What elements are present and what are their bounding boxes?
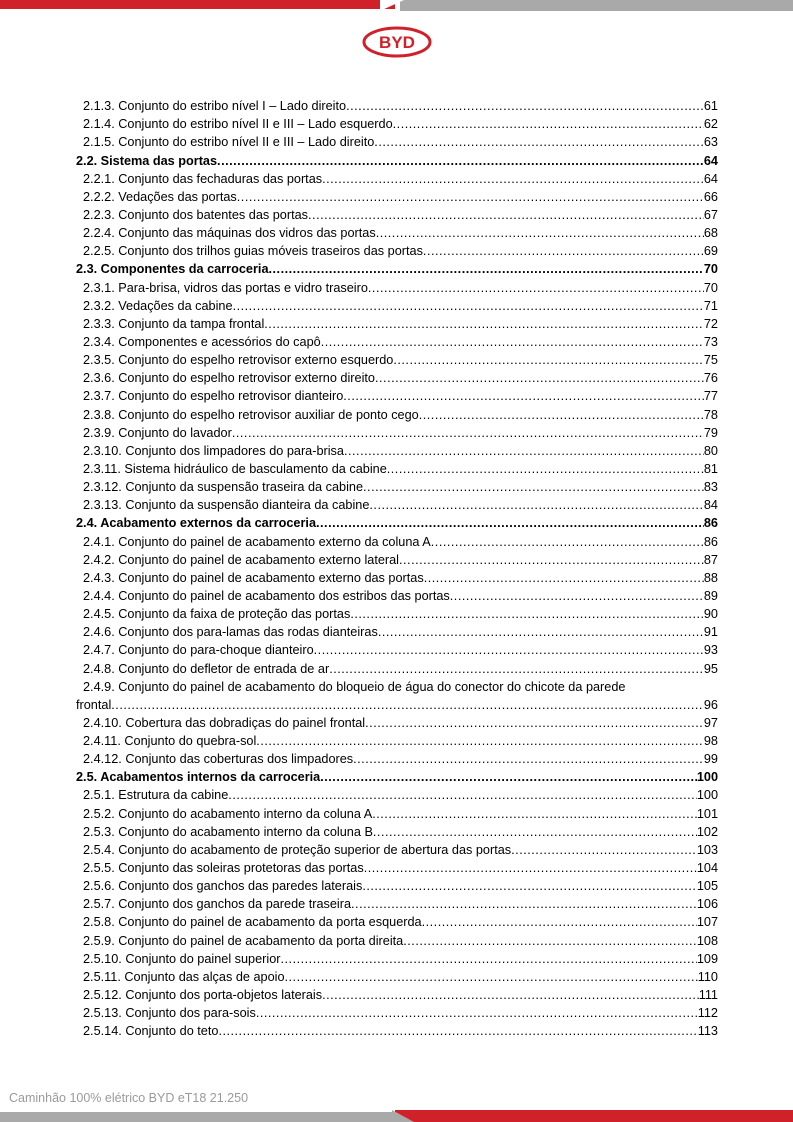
- toc-entry[interactable]: [76, 331, 718, 349]
- footer-stripe-divider: [392, 1110, 414, 1122]
- toc-entry-title: 2.5.9. Conjunto do painel de acabamento da porta direita: [83, 933, 404, 948]
- toc-entry[interactable]: [76, 929, 718, 947]
- footer-red-stripe: [395, 1110, 793, 1122]
- toc-entry[interactable]: [76, 422, 718, 440]
- toc-entry-page: 66: [703, 189, 718, 204]
- toc-entry[interactable]: [76, 676, 718, 694]
- toc-entry-continuation[interactable]: [76, 694, 718, 712]
- toc-leader-dots: [450, 589, 704, 603]
- toc-leader-dots: [363, 480, 704, 494]
- toc-entry-title: 2.4. Acabamento externos da carroceria: [76, 516, 316, 531]
- toc-entry-page: 105: [696, 879, 718, 894]
- toc-leader-dots: [393, 353, 704, 367]
- toc-entry-page: 111: [698, 988, 718, 1003]
- toc-entry[interactable]: [76, 385, 718, 403]
- toc-entry-page: 103: [696, 842, 718, 857]
- toc-entry-page: 93: [703, 643, 718, 658]
- toc-section-heading[interactable]: [76, 258, 718, 276]
- toc-leader-dots: [314, 643, 704, 657]
- toc-entry[interactable]: [76, 168, 718, 186]
- toc-entry-title: 2.5.5. Conjunto das soleiras protetoras das portas: [83, 861, 364, 876]
- toc-entry[interactable]: [76, 349, 718, 367]
- toc-entry-page: 91: [703, 625, 718, 640]
- toc-entry-title: 2.3.7. Conjunto do espelho retrovisor dianteiro: [83, 389, 344, 404]
- toc-entry-title: 2.4.7. Conjunto do para-choque dianteiro: [83, 643, 314, 658]
- toc-entry[interactable]: [76, 585, 718, 603]
- toc-leader-dots: [232, 426, 704, 440]
- header-red-stripe: [0, 0, 395, 9]
- toc-entry-page: 96: [703, 697, 718, 712]
- header-gray-stripe: [400, 0, 793, 11]
- toc-entry[interactable]: [76, 567, 718, 585]
- toc-entry-page: 64: [703, 153, 718, 168]
- toc-entry-page: 73: [703, 334, 718, 349]
- footer-color-band: [0, 1108, 793, 1122]
- toc-leader-dots: [374, 135, 704, 149]
- toc-entry-title: 2.5.10. Conjunto do painel superior: [83, 951, 281, 966]
- header-color-band: [0, 0, 793, 14]
- toc-entry-title: 2.3. Componentes da carroceria: [76, 262, 269, 277]
- toc-entry-page: 63: [703, 135, 718, 150]
- toc-entry-title: 2.5.11. Conjunto das alças de apoio: [83, 969, 285, 984]
- toc-entry-title: 2.3.5. Conjunto do espelho retrovisor externo esquerdo: [83, 353, 394, 368]
- toc-entry-title: 2.3.12. Conjunto da suspensão traseira da cabine: [83, 480, 364, 495]
- toc-entry-page: 102: [696, 824, 718, 839]
- toc-entry[interactable]: [76, 440, 718, 458]
- toc-leader-dots: [375, 371, 704, 385]
- toc-entry[interactable]: [76, 730, 718, 748]
- toc-leader-dots: [369, 498, 703, 512]
- toc-entry[interactable]: [76, 458, 718, 476]
- toc-entry-title: 2.2.1. Conjunto das fechaduras das portas: [83, 171, 323, 186]
- toc-entry[interactable]: [76, 240, 718, 258]
- toc-entry-title: 2.2.5. Conjunto dos trilhos guias móveis traseiros das portas: [83, 244, 423, 259]
- toc-leader-dots: [329, 662, 704, 676]
- toc-entry-title: 2.1.5. Conjunto do estribo nível II e III – Lado direito: [83, 135, 375, 150]
- toc-entry[interactable]: [76, 802, 718, 820]
- toc-entry-page: 77: [703, 389, 718, 404]
- toc-leader-dots: [218, 1024, 697, 1038]
- toc-leader-dots: [423, 244, 704, 258]
- toc-section-heading[interactable]: [76, 766, 718, 784]
- toc-entry-title: 2.5.13. Conjunto dos para-sois: [83, 1006, 256, 1021]
- toc-entry-page: 79: [703, 425, 718, 440]
- toc-entry-title: 2.5.2. Conjunto do acabamento interno da coluna A: [83, 806, 373, 821]
- toc-entry[interactable]: [76, 530, 718, 548]
- toc-entry[interactable]: [76, 222, 718, 240]
- toc-leader-dots: [281, 952, 697, 966]
- toc-entry-title: 2.2.3. Conjunto dos batentes das portas: [83, 207, 309, 222]
- toc-entry[interactable]: [76, 113, 718, 131]
- toc-entry-page: 68: [703, 226, 718, 241]
- toc-entry-title: 2.2. Sistema das portas: [76, 153, 218, 168]
- toc-entry-title: 2.4.10. Cobertura das dobradiças do painel frontal: [83, 715, 366, 730]
- byd-logo: [361, 25, 433, 59]
- toc-entry[interactable]: [76, 748, 718, 766]
- toc-entry[interactable]: [76, 911, 718, 929]
- toc-entry[interactable]: [76, 276, 718, 294]
- toc-entry-title: 2.3.3. Conjunto da tampa frontal: [83, 316, 265, 331]
- toc-entry-title: 2.4.2. Conjunto do painel de acabamento externo lateral: [83, 552, 399, 567]
- toc-leader-dots: [368, 281, 704, 295]
- toc-entry-title: 2.1.4. Conjunto do estribo nível II e III – Lado esquerdo: [83, 117, 393, 132]
- toc-entry-title: 2.5.6. Conjunto dos ganchos das paredes laterais: [83, 879, 363, 894]
- toc-entry[interactable]: [76, 893, 718, 911]
- toc-entry-page: 113: [697, 1024, 718, 1039]
- toc-entry-page: 70: [703, 262, 718, 277]
- toc-entry-page: 78: [703, 407, 718, 422]
- toc-leader-dots: [372, 807, 697, 821]
- toc-entry-page: 83: [703, 480, 718, 495]
- table-of-contents: [76, 95, 718, 1038]
- toc-entry[interactable]: [76, 295, 718, 313]
- toc-entry-page: 107: [696, 915, 718, 930]
- toc-entry-page: 87: [703, 552, 718, 567]
- toc-entry-title: 2.3.8. Conjunto do espelho retrovisor auxiliar de ponto cego: [83, 407, 419, 422]
- toc-leader-dots: [350, 607, 704, 621]
- toc-leader-dots: [233, 299, 704, 313]
- toc-leader-dots: [387, 462, 704, 476]
- toc-leader-dots: [237, 190, 704, 204]
- toc-entry[interactable]: [76, 95, 718, 113]
- toc-entry-title: 2.5.4. Conjunto do acabamento de proteção superior de abertura das portas: [83, 842, 512, 857]
- toc-leader-dots: [399, 553, 704, 567]
- toc-leader-dots: [343, 389, 704, 403]
- toc-entry[interactable]: [76, 639, 718, 657]
- toc-entry-page: 67: [703, 207, 718, 222]
- toc-entry[interactable]: [76, 403, 718, 421]
- toc-entry-page: 86: [703, 516, 718, 531]
- toc-entry-page: 69: [703, 244, 718, 259]
- toc-entry-title: 2.4.5. Conjunto da faixa de proteção das portas: [83, 607, 351, 622]
- toc-entry-title: 2.3.11. Sistema hidráulico de basculamento da cabine: [83, 461, 387, 476]
- toc-entry-title: 2.4.6. Conjunto dos para-lamas das rodas dianteiras: [83, 625, 378, 640]
- toc-entry[interactable]: [76, 657, 718, 675]
- toc-leader-dots: [321, 335, 704, 349]
- toc-entry-page: 89: [703, 588, 718, 603]
- toc-entry-page: 61: [703, 99, 718, 114]
- toc-entry-title: 2.5.12. Conjunto dos porta-objetos laterais: [83, 988, 323, 1003]
- toc-leader-dots: [111, 698, 704, 712]
- toc-entry[interactable]: [76, 476, 718, 494]
- toc-entry-page: 90: [703, 607, 718, 622]
- toc-entry-page: 62: [703, 117, 718, 132]
- toc-entry-page: 95: [703, 661, 718, 676]
- toc-leader-dots: [344, 444, 704, 458]
- toc-entry[interactable]: [76, 857, 718, 875]
- toc-leader-dots: [320, 770, 697, 784]
- toc-entry-title: 2.3.1. Para-brisa, vidros das portas e vidro traseiro: [83, 280, 368, 295]
- toc-entry[interactable]: [76, 784, 718, 802]
- toc-entry-page: 84: [703, 498, 718, 513]
- footer-gray-stripe: [0, 1112, 400, 1122]
- toc-leader-dots: [431, 535, 704, 549]
- toc-entry[interactable]: [76, 621, 718, 639]
- toc-entry-title: 2.4.1. Conjunto do painel de acabamento externo da coluna A: [83, 534, 431, 549]
- toc-leader-dots: [419, 408, 704, 422]
- toc-entry[interactable]: [76, 603, 718, 621]
- toc-entry-page: 86: [703, 534, 718, 549]
- toc-entry[interactable]: [76, 186, 718, 204]
- toc-entry[interactable]: [76, 966, 718, 984]
- toc-entry[interactable]: [76, 984, 718, 1002]
- toc-entry-title: 2.3.6. Conjunto do espelho retrovisor externo direito: [83, 371, 375, 386]
- toc-entry[interactable]: [76, 1002, 718, 1020]
- toc-entry-page: 100: [696, 788, 718, 803]
- toc-entry-title-continuation: frontal: [76, 697, 112, 712]
- toc-leader-dots: [351, 897, 697, 911]
- toc-entry-page: 72: [703, 316, 718, 331]
- toc-entry-page: 76: [703, 371, 718, 386]
- toc-entry-page: 108: [696, 933, 718, 948]
- toc-entry[interactable]: [76, 839, 718, 857]
- toc-entry-title: 2.4.11. Conjunto do quebra-sol: [83, 734, 257, 749]
- toc-entry-page: 99: [703, 752, 718, 767]
- toc-leader-dots: [264, 317, 704, 331]
- toc-entry-title: 2.5.14. Conjunto do teto: [83, 1024, 219, 1039]
- toc-leader-dots: [376, 226, 704, 240]
- toc-entry-page: 80: [703, 443, 718, 458]
- toc-entry-page: 100: [696, 770, 718, 785]
- toc-leader-dots: [316, 516, 704, 530]
- toc-entry-page: 71: [703, 298, 718, 313]
- toc-entry-title: 2.4.3. Conjunto do painel de acabamento externo das portas: [83, 570, 424, 585]
- toc-entry[interactable]: [76, 1020, 718, 1038]
- toc-entry-page: 109: [696, 951, 718, 966]
- toc-leader-dots: [422, 915, 697, 929]
- toc-entry-page: 81: [703, 461, 718, 476]
- toc-entry-title: 2.3.9. Conjunto do lavador: [83, 425, 232, 440]
- toc-entry-title: 2.3.2. Vedações da cabine: [83, 298, 233, 313]
- toc-entry-title: 2.2.2. Vedações das portas: [83, 189, 237, 204]
- toc-leader-dots: [378, 625, 704, 639]
- toc-section-heading[interactable]: [76, 149, 718, 167]
- toc-entry-title: 2.1.3. Conjunto do estribo nível I – Lado direito: [83, 99, 347, 114]
- toc-leader-dots: [364, 861, 697, 875]
- toc-entry-title: 2.4.4. Conjunto do painel de acabamento dos estribos das portas: [83, 588, 450, 603]
- toc-entry-title: 2.4.9. Conjunto do painel de acabamento do bloqueio de água do conector do chicote da parede: [83, 679, 626, 694]
- toc-entry[interactable]: [76, 131, 718, 149]
- toc-entry[interactable]: [76, 549, 718, 567]
- toc-entry-title: 2.5.3. Conjunto do acabamento interno da coluna B: [83, 824, 373, 839]
- toc-leader-dots: [308, 208, 704, 222]
- toc-entry-page: 106: [696, 897, 718, 912]
- toc-leader-dots: [511, 843, 697, 857]
- toc-entry-page: 64: [703, 171, 718, 186]
- footer-text: Caminhão 100% elétrico BYD eT18 21.250: [9, 1091, 249, 1105]
- toc-leader-dots: [424, 571, 704, 585]
- toc-leader-dots: [228, 788, 697, 802]
- toc-entry[interactable]: [76, 712, 718, 730]
- header-stripe-divider: [380, 0, 404, 11]
- toc-entry-title: 2.4.8. Conjunto do defletor de entrada de ar: [83, 661, 330, 676]
- toc-entry-title: 2.5.1. Estrutura da cabine: [83, 788, 229, 803]
- toc-entry-title: 2.2.4. Conjunto das máquinas dos vidros das portas: [83, 226, 376, 241]
- toc-leader-dots: [362, 879, 697, 893]
- toc-leader-dots: [322, 988, 699, 1002]
- toc-entry-title: 2.3.10. Conjunto dos limpadores do para-brisa: [83, 443, 344, 458]
- toc-leader-dots: [353, 752, 704, 766]
- toc-entry-page: 98: [703, 734, 718, 749]
- toc-entry-page: 101: [696, 806, 718, 821]
- toc-leader-dots: [365, 716, 704, 730]
- toc-leader-dots: [256, 734, 704, 748]
- toc-entry[interactable]: [76, 313, 718, 331]
- toc-leader-dots: [346, 99, 704, 113]
- toc-entry[interactable]: [76, 821, 718, 839]
- toc-entry-title: 2.5.7. Conjunto dos ganchos da parede traseira: [83, 897, 352, 912]
- toc-entry-page: 70: [703, 280, 718, 295]
- toc-leader-dots: [403, 934, 697, 948]
- toc-entry-page: 97: [703, 715, 718, 730]
- toc-entry[interactable]: [76, 494, 718, 512]
- toc-entry-title: 2.5. Acabamentos internos da carroceria: [76, 770, 321, 785]
- toc-entry-title: 2.5.8. Conjunto do painel de acabamento da porta esquerda: [83, 915, 422, 930]
- byd-logo-text: BYD: [379, 33, 415, 52]
- toc-entry[interactable]: [76, 204, 718, 222]
- toc-entry-page: 112: [697, 1006, 718, 1021]
- toc-entry[interactable]: [76, 367, 718, 385]
- toc-leader-dots: [269, 262, 704, 276]
- toc-entry[interactable]: [76, 948, 718, 966]
- toc-section-heading[interactable]: [76, 512, 718, 530]
- toc-leader-dots: [285, 970, 698, 984]
- toc-leader-dots: [373, 825, 697, 839]
- toc-leader-dots: [217, 154, 704, 168]
- toc-entry-title: 2.3.13. Conjunto da suspensão dianteira da cabine: [83, 498, 370, 513]
- toc-leader-dots: [256, 1006, 698, 1020]
- toc-entry-page: 104: [696, 861, 718, 876]
- toc-entry-page: 110: [697, 969, 718, 984]
- toc-entry[interactable]: [76, 875, 718, 893]
- toc-leader-dots: [393, 117, 704, 131]
- toc-entry-title: 2.4.12. Conjunto das coberturas dos limpadores: [83, 752, 354, 767]
- toc-entry-page: 75: [703, 353, 718, 368]
- toc-leader-dots: [322, 172, 704, 186]
- toc-entry-title: 2.3.4. Componentes e acessórios do capô: [83, 334, 321, 349]
- toc-entry-page: 88: [703, 570, 718, 585]
